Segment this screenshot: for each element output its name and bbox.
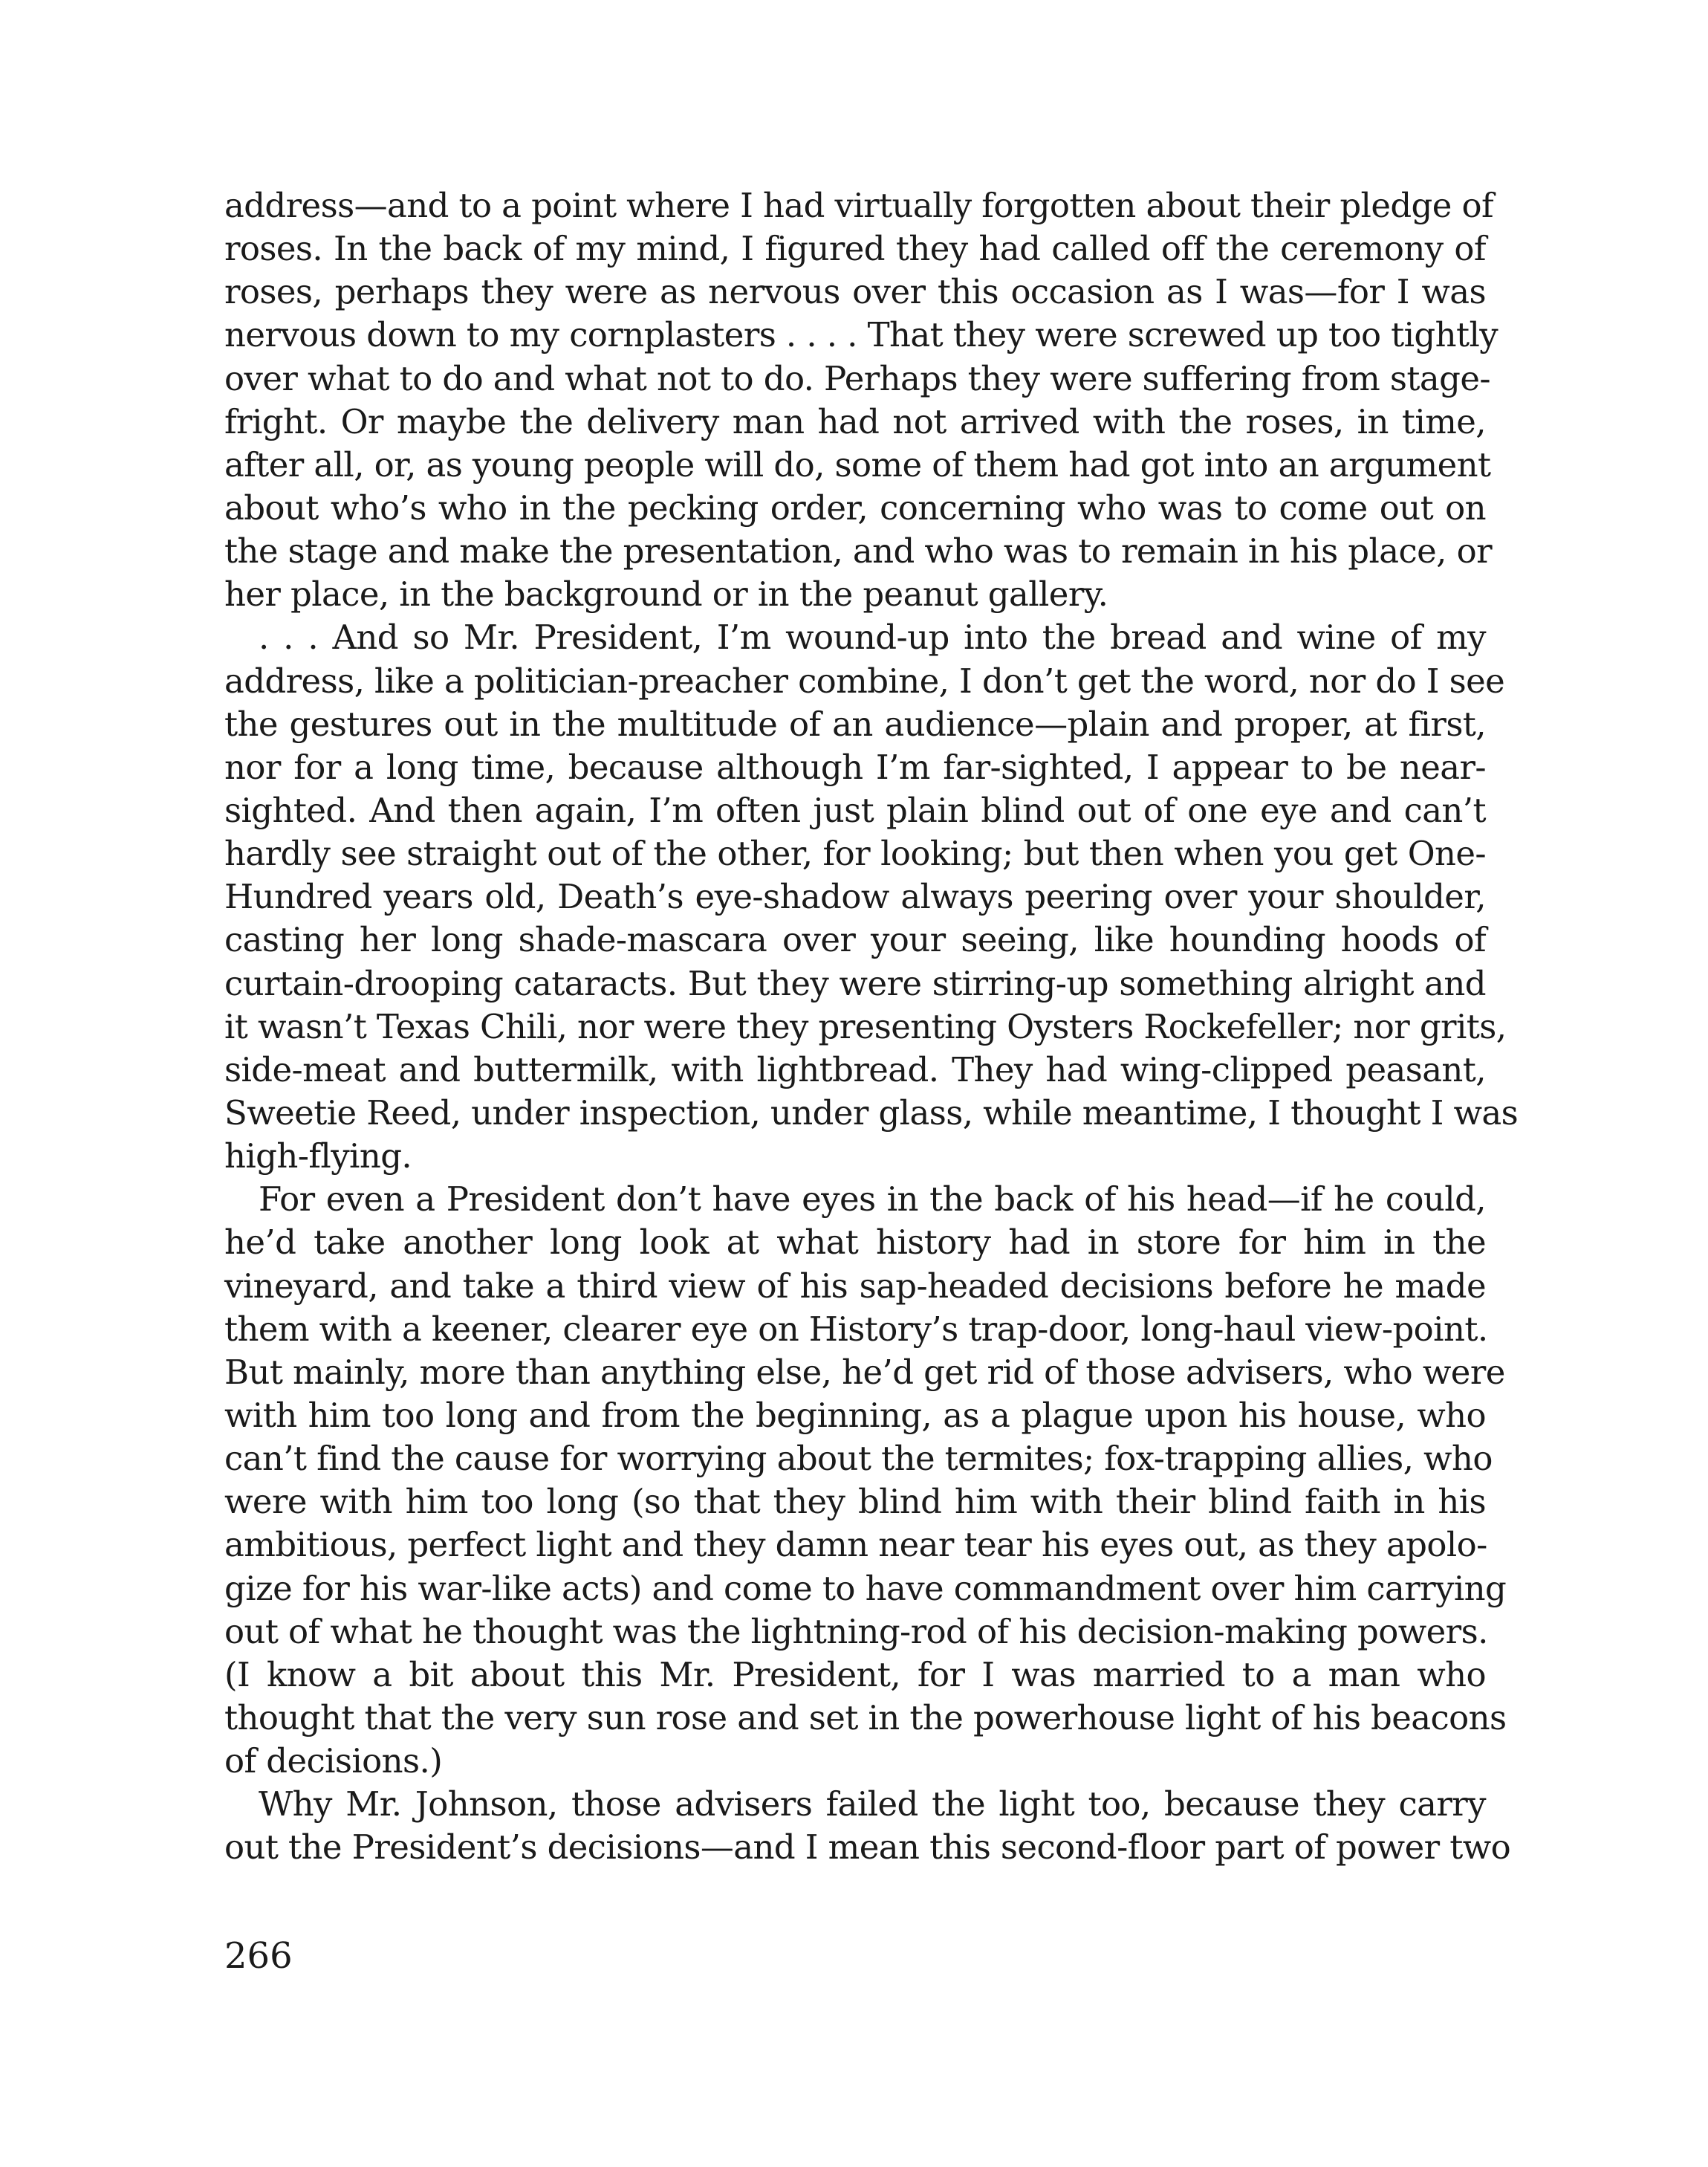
text-line: of decisions.) — [224, 1741, 443, 1781]
text-line: with him too long and from the beginning, as a plague upon his house, who — [224, 1395, 1486, 1435]
body-text — [224, 184, 1519, 1869]
text-line: the gestures out in the multitude of an audience—plain and proper, at first, — [224, 704, 1486, 744]
text-line: For even a President don’t have eyes in the back of his head—if he could, — [259, 1179, 1486, 1219]
text-line: roses. In the back of my mind, I figured they had called off the ceremony of — [224, 229, 1486, 269]
text-line: . . . And so Mr. President, I’m wound-up into the bread and wine of my — [259, 618, 1486, 658]
text-line: curtain-drooping cataracts. But they were stirring-up something alright and — [224, 963, 1486, 1003]
text-line: nor for a long time, because although I’m far-sighted, I appear to be near- — [224, 747, 1486, 787]
paragraph — [224, 1783, 1511, 1869]
paragraph — [224, 184, 1498, 616]
text-line: Hundred years old, Death’s eye-shadow always peering over your shoulder, — [224, 877, 1486, 917]
text-line: roses, perhaps they were as nervous over this occasion as I was—for I was — [224, 272, 1486, 312]
text-line: casting her long shade-mascara over your seeing, like hounding hoods of — [224, 920, 1486, 960]
text-line: vineyard, and take a third view of his sap-headed decisions before he made — [224, 1266, 1486, 1306]
text-line: her place, in the background or in the peanut gallery. — [224, 574, 1108, 615]
text-line: gize for his war-like acts) and come to have commandment over him carrying — [224, 1568, 1507, 1608]
text-line: about who’s who in the pecking order, concerning who was to come out on — [224, 488, 1486, 528]
text-line: (I know a bit about this Mr. President, for I was married to a man who — [224, 1654, 1486, 1694]
text-line: ambitious, perfect light and they damn near tear his eyes out, as they apolo- — [224, 1525, 1487, 1565]
text-line: Sweetie Reed, under inspection, under glass, while meantime, I thought I was — [224, 1092, 1519, 1133]
text-line: address—and to a point where I had virtually forgotten about their pledge of — [224, 186, 1494, 225]
text-line: side-meat and buttermilk, with lightbread. They had wing-clipped peasant, — [224, 1049, 1486, 1089]
paragraph — [224, 616, 1519, 1178]
page-number: 266 — [224, 1935, 293, 1977]
text-line: Why Mr. Johnson, those advisers failed the light too, because they carry — [259, 1784, 1486, 1824]
text-line: over what to do and what not to do. Perhaps they were suffering from stage- — [224, 358, 1490, 398]
text-line: thought that the very sun rose and set in the powerhouse light of his beacons — [224, 1697, 1507, 1737]
text-line: he’d take another long look at what history had in store for him in the — [224, 1222, 1486, 1263]
text-line: them with a keener, clearer eye on History’s trap-door, long-haul view-point. — [224, 1309, 1488, 1349]
text-line: can’t find the cause for worrying about the termites; fox-trapping allies, who — [224, 1439, 1493, 1479]
text-line: sighted. And then again, I’m often just plain blind out of one eye and can’t — [224, 790, 1486, 830]
text-line: out the President’s decisions—and I mean this second-floor part of power two — [224, 1827, 1511, 1868]
text-line: address, like a politician-preacher combine, I don’t get the word, nor do I see — [224, 661, 1505, 701]
text-line: it wasn’t Texas Chili, nor were they presenting Oysters Rockefeller; nor grits, — [224, 1006, 1507, 1046]
paragraph — [224, 1178, 1507, 1783]
text-line: high-flying. — [224, 1136, 412, 1176]
text-line: after all, or, as young people will do, some of them had got into an argument — [224, 444, 1491, 485]
text-line: fright. Or maybe the delivery man had not arrived with the roses, in time, — [224, 401, 1486, 441]
text-line: hardly see straight out of the other, for looking; but then when you get One- — [224, 834, 1486, 874]
text-line: But mainly, more than anything else, he’d get rid of those advisers, who were — [224, 1352, 1505, 1392]
text-line: the stage and make the presentation, and who was to remain in his place, or — [224, 531, 1492, 571]
text-line: nervous down to my cornplasters . . . . That they were screwed up too tightly — [224, 315, 1498, 355]
text-line: out of what he thought was the lightning-rod of his decision-making powers. — [224, 1611, 1488, 1651]
text-line: were with him too long (so that they blind him with their blind faith in his — [224, 1482, 1486, 1522]
